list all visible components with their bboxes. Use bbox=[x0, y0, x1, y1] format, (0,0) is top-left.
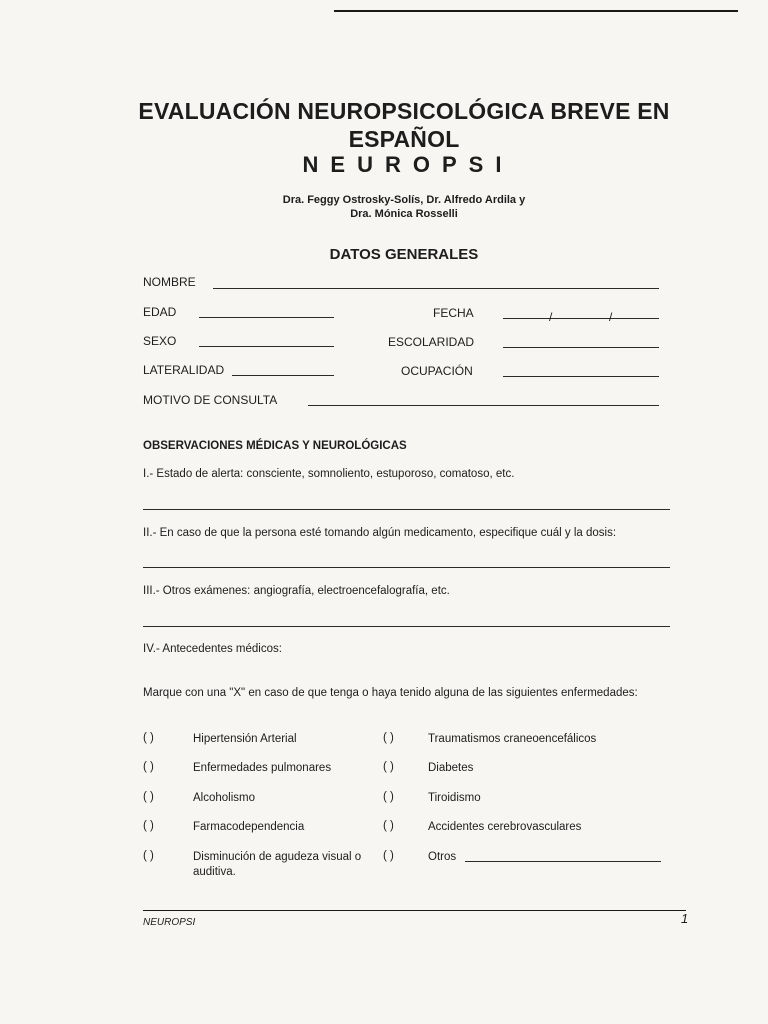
checkbox-pulmonares[interactable]: ( ) bbox=[143, 761, 154, 773]
authors-line-1: Dra. Feggy Ostrosky-Solís, Dr. Alfredo Ardila y bbox=[282, 194, 526, 206]
fecha-separator-1: / bbox=[549, 310, 553, 324]
checkbox-farmacodependencia[interactable]: ( ) bbox=[143, 820, 154, 832]
footer-rule bbox=[143, 910, 686, 911]
question-2: II.- En caso de que la persona esté tomando algún medicamento, especifique cuál y la dosis: bbox=[143, 527, 617, 539]
field-escolaridad[interactable] bbox=[503, 347, 659, 348]
checkbox-traumatismos[interactable]: ( ) bbox=[383, 732, 394, 744]
field-ocupacion[interactable] bbox=[503, 376, 659, 377]
footer-title: NEUROPSI bbox=[143, 917, 196, 928]
label-nombre: NOMBRE bbox=[143, 275, 196, 289]
label-motivo-consulta: MOTIVO DE CONSULTA bbox=[143, 393, 278, 407]
disease-otros: Otros bbox=[428, 851, 457, 863]
field-lateralidad[interactable] bbox=[232, 375, 334, 376]
title-neuropsi: NEUROPSI bbox=[302, 152, 514, 177]
label-escolaridad: ESCOLARIDAD bbox=[388, 335, 475, 349]
field-fecha[interactable] bbox=[503, 310, 659, 324]
disease-alcoholismo: Alcoholismo bbox=[193, 792, 255, 804]
label-ocupacion: OCUPACIÓN bbox=[401, 364, 473, 378]
question-3: III.- Otros exámenes: angiografía, electroencefalografía, etc. bbox=[143, 585, 450, 597]
disease-tiroidismo: Tiroidismo bbox=[428, 792, 481, 804]
section-datos-generales: DATOS GENERALES bbox=[329, 246, 479, 263]
disease-cerebrovasculares: Accidentes cerebrovasculares bbox=[428, 821, 582, 833]
disease-traumatismos: Traumatismos craneoencefálicos bbox=[428, 733, 597, 745]
page-number: 1 bbox=[681, 911, 689, 926]
checkbox-cerebrovasculares[interactable]: ( ) bbox=[383, 820, 394, 832]
field-motivo-consulta[interactable] bbox=[308, 405, 659, 406]
answer-line-2[interactable] bbox=[143, 567, 670, 568]
checkbox-otros[interactable]: ( ) bbox=[383, 850, 394, 862]
answer-line-1[interactable] bbox=[143, 509, 670, 510]
title-line-1: EVALUACIÓN NEUROPSICOLÓGICA BREVE EN bbox=[138, 98, 670, 124]
question-1: I.- Estado de alerta: consciente, somnoliento, estuporoso, comatoso, etc. bbox=[143, 468, 515, 480]
disease-diabetes: Diabetes bbox=[428, 762, 474, 774]
label-fecha: FECHA bbox=[433, 306, 474, 320]
checkbox-agudeza-visual[interactable]: ( ) bbox=[143, 850, 154, 862]
fecha-separator-2: / bbox=[609, 310, 613, 324]
checkbox-diabetes[interactable]: ( ) bbox=[383, 761, 394, 773]
field-edad[interactable] bbox=[199, 317, 334, 318]
disease-agudeza-visual: Disminución de agudeza visual o auditiva. bbox=[193, 851, 362, 878]
instruction-text: Marque con una "X" en caso de que tenga o haya tenido alguna de las siguientes enfermedades: bbox=[143, 687, 638, 699]
question-4: IV.- Antecedentes médicos: bbox=[143, 643, 282, 655]
field-otros[interactable] bbox=[465, 861, 661, 862]
checkbox-hipertension[interactable]: ( ) bbox=[143, 732, 154, 744]
section-observaciones: OBSERVACIONES MÉDICAS Y NEUROLÓGICAS bbox=[143, 440, 407, 452]
label-sexo: SEXO bbox=[143, 334, 177, 348]
field-nombre[interactable] bbox=[213, 288, 659, 289]
label-lateralidad: LATERALIDAD bbox=[143, 363, 225, 377]
checkbox-tiroidismo[interactable]: ( ) bbox=[383, 791, 394, 803]
disease-hipertension: Hipertensión Arterial bbox=[193, 733, 297, 745]
label-edad: EDAD bbox=[143, 305, 177, 319]
answer-line-3[interactable] bbox=[143, 626, 670, 627]
top-rule bbox=[334, 10, 738, 12]
disease-farmacodependencia: Farmacodependencia bbox=[193, 821, 305, 833]
disease-pulmonares: Enfermedades pulmonares bbox=[193, 762, 332, 774]
field-sexo[interactable] bbox=[199, 346, 334, 347]
authors-line-2: Dra. Mónica Rosselli bbox=[350, 208, 458, 220]
checkbox-alcoholismo[interactable]: ( ) bbox=[143, 791, 154, 803]
title-line-2: ESPAÑOL bbox=[348, 126, 460, 152]
